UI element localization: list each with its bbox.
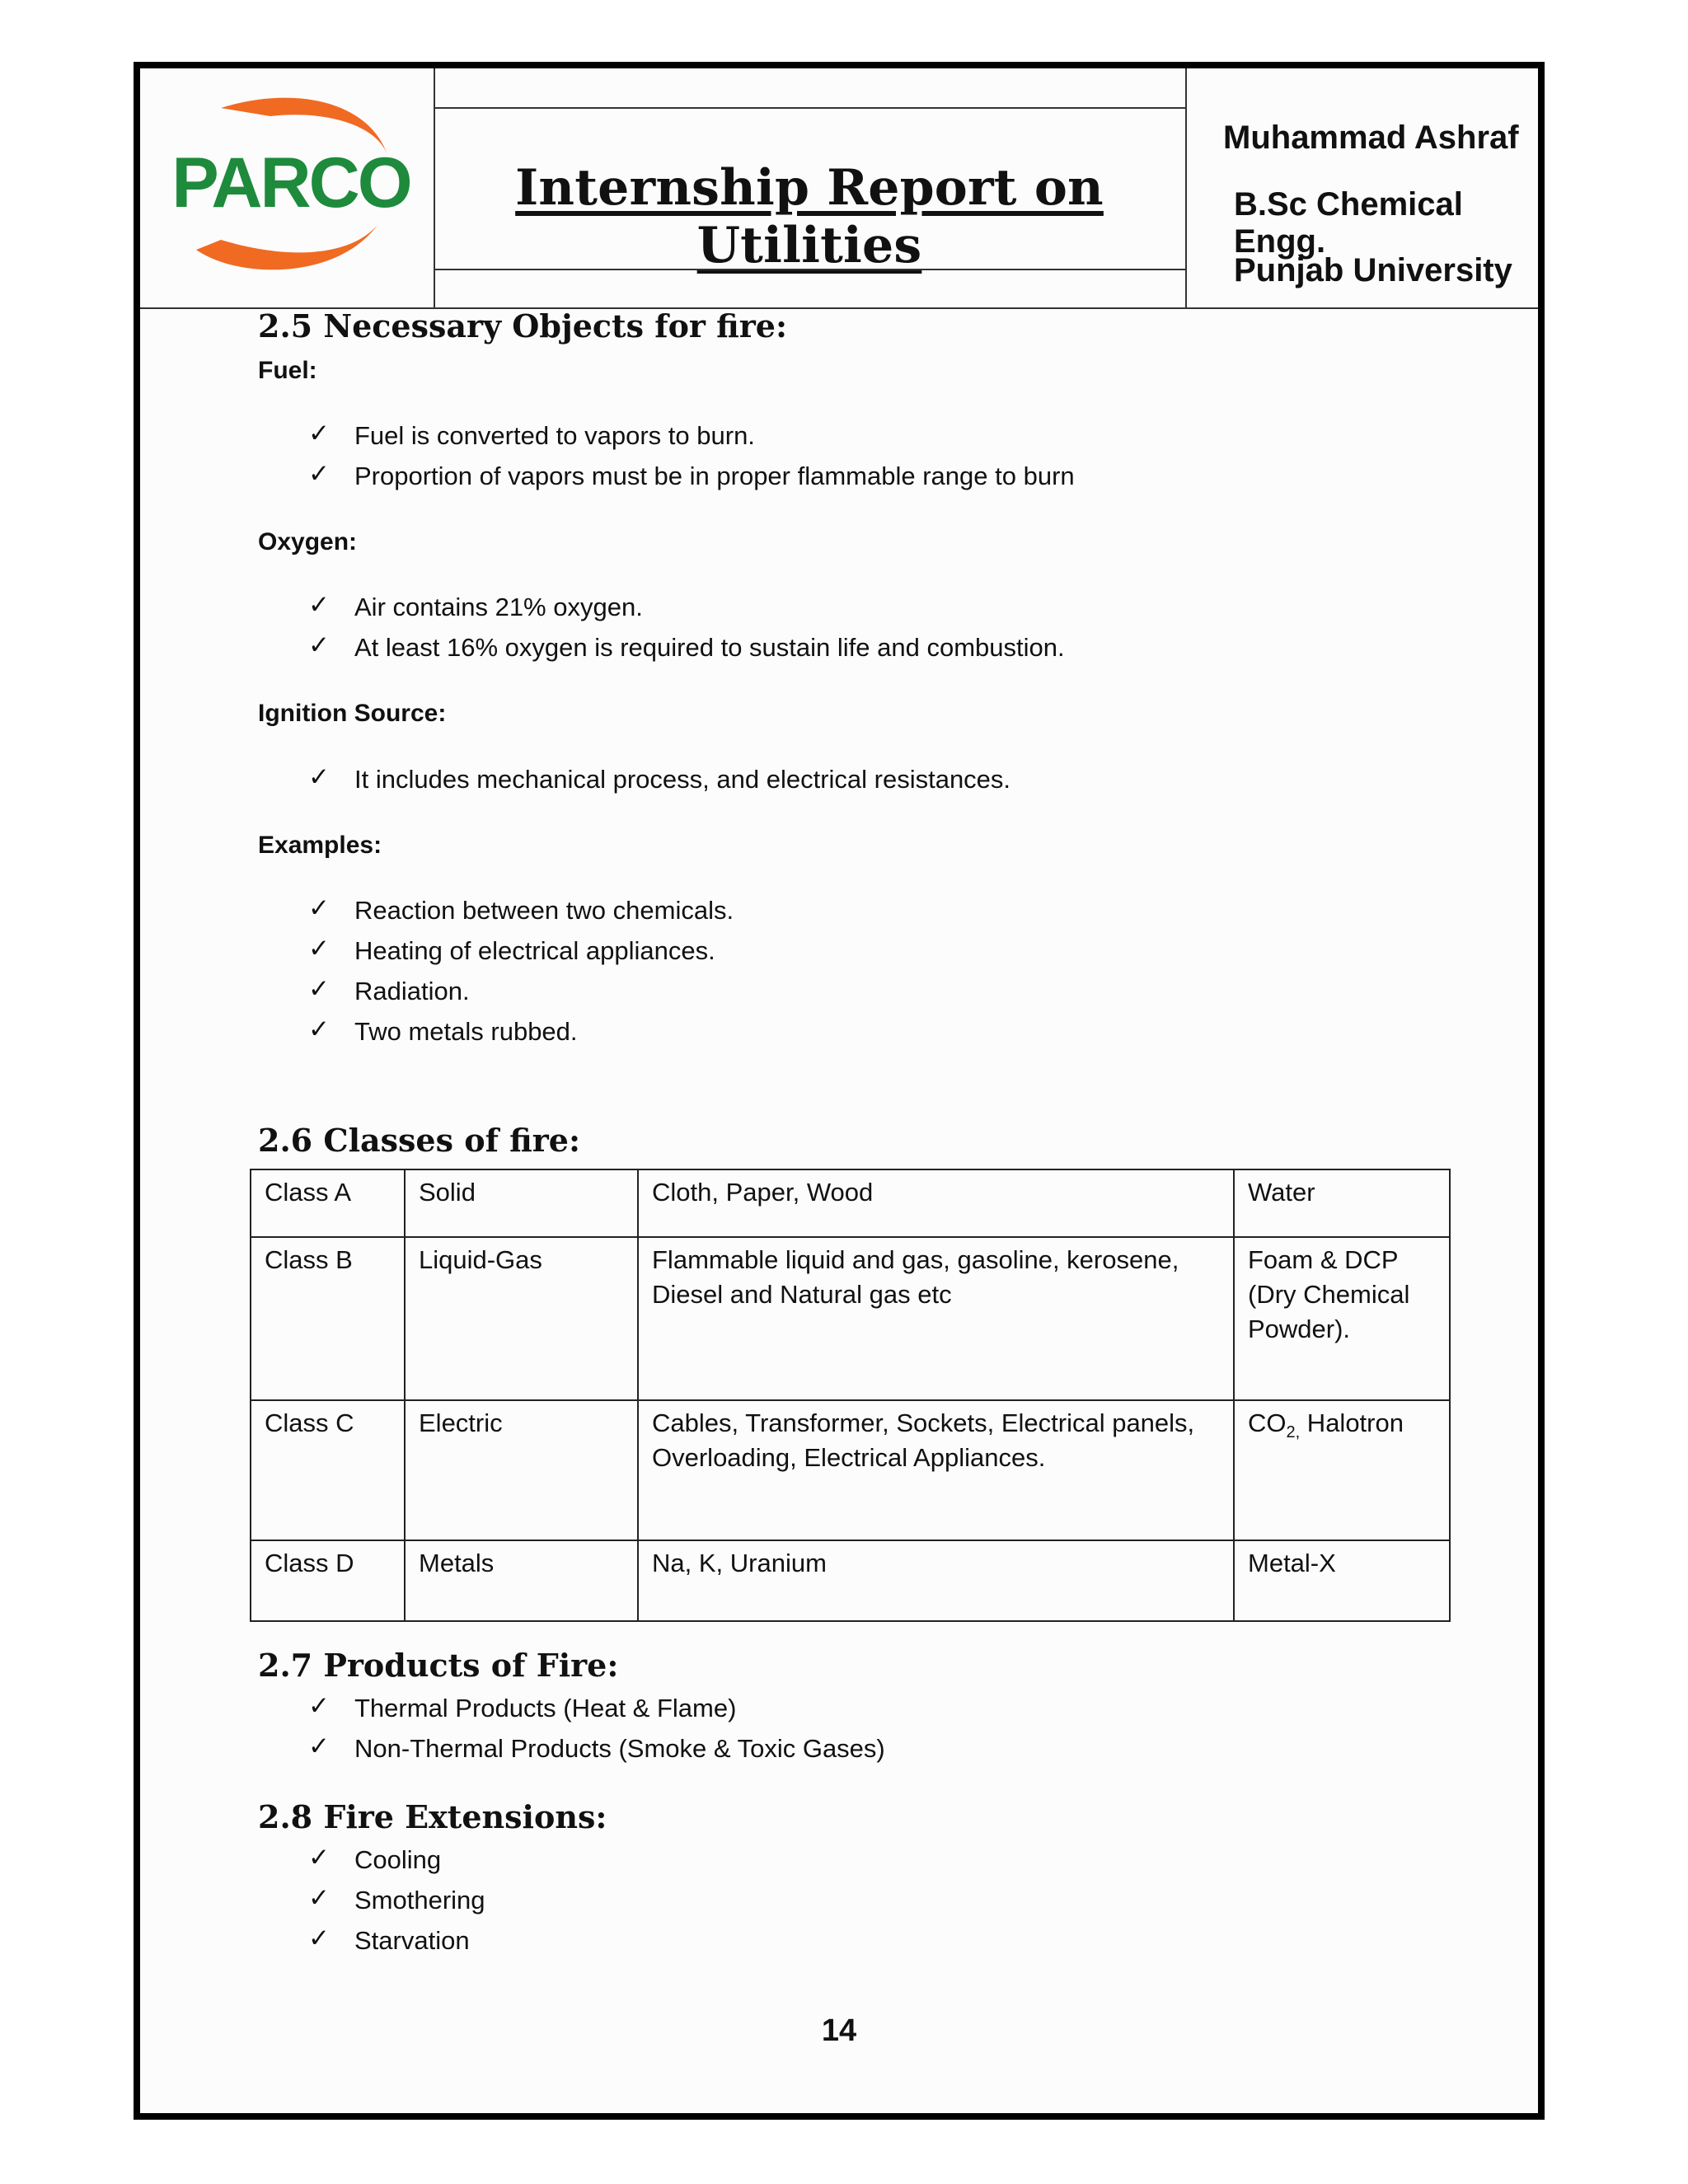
agent-cell: Foam & DCP (Dry Chemical Powder). xyxy=(1234,1237,1450,1400)
class-cell: Class C xyxy=(251,1400,405,1540)
check-icon: ✓ xyxy=(308,630,330,659)
title-cell xyxy=(434,68,1185,307)
check-icon: ✓ xyxy=(308,974,330,1003)
list-item: Heating of electrical appliances. xyxy=(354,936,715,965)
list-item: Cooling xyxy=(354,1845,442,1874)
list-item: Fuel is converted to vapors to burn. xyxy=(354,421,755,450)
list-item: Starvation xyxy=(354,1926,470,1955)
table-row xyxy=(251,1169,1450,1237)
page-frame xyxy=(134,62,1545,2120)
check-icon: ✓ xyxy=(308,1732,330,1760)
fuel-label: Fuel: xyxy=(258,357,317,384)
list-item: Air contains 21% oxygen. xyxy=(354,593,643,621)
check-icon: ✓ xyxy=(308,419,330,448)
author-university: Punjab University xyxy=(1234,252,1512,288)
agent-rest: Halotron xyxy=(1300,1408,1404,1437)
table-row xyxy=(251,1237,1450,1400)
fire-classes-table xyxy=(250,1169,1451,1622)
list-item: Radiation. xyxy=(354,977,470,1005)
list-item: Thermal Products (Heat & Flame) xyxy=(354,1694,737,1722)
agent-cell: Metal-X xyxy=(1234,1540,1450,1621)
page-number: 14 xyxy=(821,2013,857,2048)
list-item: At least 16% oxygen is required to sustain life and combustion. xyxy=(354,633,1065,662)
author-name: Muhammad Ashraf xyxy=(1223,120,1519,156)
agent-cell xyxy=(1234,1400,1450,1540)
check-icon: ✓ xyxy=(308,893,330,922)
check-icon: ✓ xyxy=(308,1924,330,1952)
check-icon: ✓ xyxy=(308,459,330,488)
type-cell: Liquid-Gas xyxy=(405,1237,638,1400)
section-2-7-heading: 2.7 Products of Fire: xyxy=(258,1647,619,1684)
materials-cell: Cables, Transformer, Sockets, Electrical panels, Overloading, Electrical Appliances. xyxy=(638,1400,1234,1540)
author-degree: B.Sc Chemical Engg. xyxy=(1234,186,1463,260)
table-row xyxy=(251,1400,1450,1540)
check-icon: ✓ xyxy=(308,934,330,963)
logo-cell xyxy=(140,68,435,307)
materials-cell: Na, K, Uranium xyxy=(638,1540,1234,1621)
type-cell: Electric xyxy=(405,1400,638,1540)
materials-cell: Cloth, Paper, Wood xyxy=(638,1169,1234,1237)
check-icon: ✓ xyxy=(308,1883,330,1912)
class-cell: Class D xyxy=(251,1540,405,1621)
list-item: It includes mechanical process, and electrical resistances. xyxy=(354,765,1011,794)
section-2-5-heading: 2.5 Necessary Objects for fire: xyxy=(258,307,788,344)
divider xyxy=(434,269,1185,270)
section-2-8-heading: 2.8 Fire Extensions: xyxy=(258,1798,607,1835)
list-item: Smothering xyxy=(354,1886,485,1915)
table-row xyxy=(251,1540,1450,1621)
check-icon: ✓ xyxy=(308,762,330,791)
divider xyxy=(434,107,1185,109)
list-item: Two metals rubbed. xyxy=(354,1017,578,1046)
check-icon: ✓ xyxy=(308,590,330,619)
author-cell xyxy=(1185,68,1540,307)
ignition-label: Ignition Source: xyxy=(258,700,447,727)
check-icon: ✓ xyxy=(308,1691,330,1720)
list-item: Non-Thermal Products (Smoke & Toxic Gases) xyxy=(354,1734,885,1763)
report-header xyxy=(140,68,1538,309)
agent-subscript: 2, xyxy=(1286,1423,1301,1442)
type-cell: Solid xyxy=(405,1169,638,1237)
oxygen-label: Oxygen: xyxy=(258,528,358,555)
check-icon: ✓ xyxy=(308,1015,330,1043)
agent-cell: Water xyxy=(1234,1169,1450,1237)
section-2-6-heading: 2.6 Classes of fire: xyxy=(258,1122,581,1159)
agent-formula: CO xyxy=(1248,1408,1287,1437)
examples-label: Examples: xyxy=(258,832,382,859)
check-icon: ✓ xyxy=(308,1843,330,1872)
report-title: Internship Report on Utilities xyxy=(515,159,1104,274)
list-item: Reaction between two chemicals. xyxy=(354,896,734,925)
materials-cell: Flammable liquid and gas, gasoline, kerosene, Diesel and Natural gas etc xyxy=(638,1237,1234,1400)
type-cell: Metals xyxy=(405,1540,638,1621)
logo-text: PARCO xyxy=(171,143,410,223)
parco-logo xyxy=(171,85,410,283)
list-item: Proportion of vapors must be in proper flammable range to burn xyxy=(354,462,1075,490)
class-cell: Class B xyxy=(251,1237,405,1400)
class-cell: Class A xyxy=(251,1169,405,1237)
